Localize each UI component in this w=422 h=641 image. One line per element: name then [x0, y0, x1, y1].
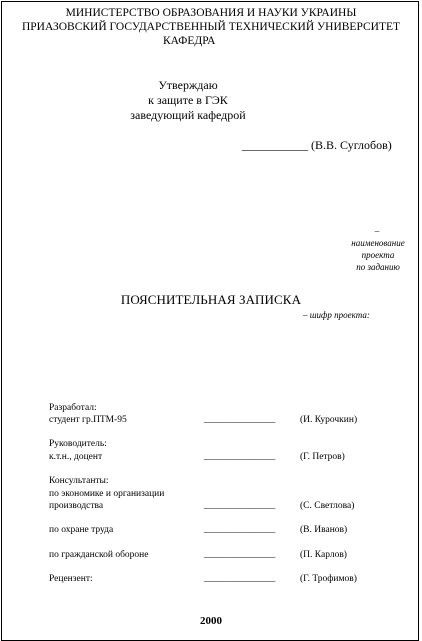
- ministry-heading: МИНИСТЕРСТВО ОБРАЗОВАНИЯ И НАУКИ УКРАИНЫ: [65, 7, 357, 19]
- reviewer-name: (Г. Трофимов): [300, 574, 357, 584]
- project-cipher: – шифр проекта:: [303, 310, 370, 320]
- labor-label: по охране труда: [49, 525, 114, 535]
- document-title: ПОЯСНИТЕЛЬНАЯ ЗАПИСКА: [120, 292, 302, 307]
- head-signature: ___________ (В.В. Суглобов): [242, 138, 392, 152]
- approval-line-2: к защите в ГЭК: [148, 93, 228, 107]
- project-name-dash: –: [374, 226, 380, 236]
- supervisor-name: (Г. Петров): [300, 452, 345, 462]
- supervisor-signature-line: _______________: [204, 452, 276, 462]
- civil-defense-label: по гражданской обороне: [49, 550, 149, 560]
- project-name-line-1: наименование: [351, 238, 405, 248]
- labor-name: (В. Иванов): [300, 525, 348, 535]
- civil-defense-name: (П. Карлов): [300, 550, 347, 560]
- economics-label-1: по экономике и организации: [49, 489, 165, 499]
- economics-label-2: производства: [49, 501, 104, 511]
- reviewer-signature-line: _______________: [204, 574, 276, 584]
- document-year: 2000: [200, 615, 222, 627]
- student-label: студент гр.ПТМ-95: [49, 415, 127, 425]
- student-name: (И. Курочкин): [300, 415, 358, 425]
- student-signature-line: _______________: [204, 415, 276, 425]
- developed-label: Разработал:: [49, 403, 97, 413]
- labor-signature-line: _______________: [204, 525, 276, 535]
- project-name-line-3: по заданию: [356, 262, 400, 272]
- consultants-label: Консультанты:: [49, 476, 109, 486]
- approval-line-3: заведующий кафедрой: [130, 108, 246, 122]
- department-heading: КАФЕДРА: [163, 35, 216, 47]
- supervisor-label: Руководитель:: [49, 439, 107, 449]
- approval-line-1: Утверждаю: [158, 78, 218, 92]
- economics-signature-line: _______________: [204, 501, 276, 511]
- supervisor-degree: к.т.н., доцент: [49, 452, 103, 462]
- economics-name: (С. Светлова): [300, 501, 355, 511]
- civil-defense-signature-line: _______________: [204, 550, 276, 560]
- university-heading: ПРИАЗОВСКИЙ ГОСУДАРСТВЕННЫЙ ТЕХНИЧЕСКИЙ УНИВЕРСИТЕТ: [21, 21, 401, 33]
- project-name-line-2: проекта: [361, 250, 395, 260]
- reviewer-label: Рецензент:: [49, 574, 93, 584]
